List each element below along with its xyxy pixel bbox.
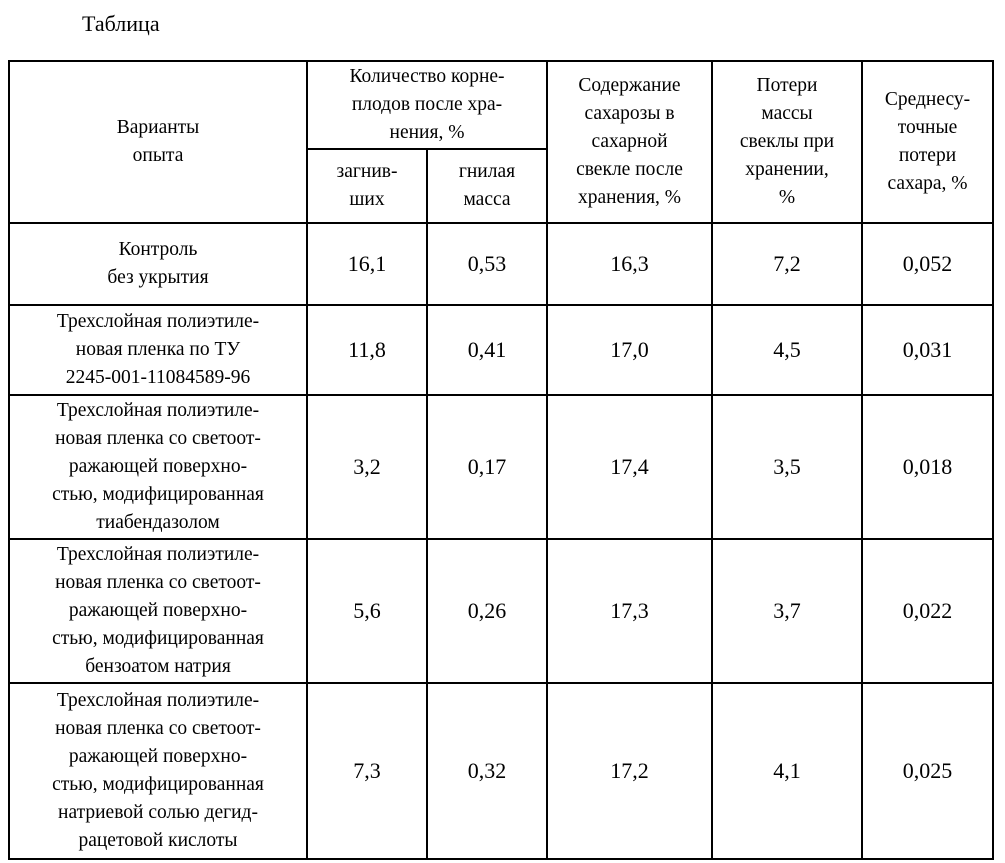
cell-mass-loss: 3,5: [712, 395, 862, 539]
cell-variant: Трехслойная полиэтиле- новая пленка со светоот- ражающей поверхно- стью, модифицированная тиабендазолом: [9, 395, 307, 539]
cell-mass-loss: 4,5: [712, 305, 862, 395]
cell-mass-loss: 7,2: [712, 223, 862, 305]
table-row: [9, 683, 993, 859]
cell-rotten: 11,8: [307, 305, 427, 395]
cell-sucrose: 17,0: [547, 305, 712, 395]
header-rotten-mass: гнилая масса: [427, 149, 547, 223]
header-sucrose: Содержание сахарозы в сахарной свекле после хранения, %: [547, 61, 712, 223]
cell-rotten: 16,1: [307, 223, 427, 305]
cell-variant: Трехслойная полиэтиле- новая пленка со светоот- ражающей поверхно- стью, модифицированная бензоатом натрия: [9, 539, 307, 683]
cell-rotten-mass: 0,32: [427, 683, 547, 859]
cell-sucrose: 17,2: [547, 683, 712, 859]
data-table: [8, 60, 994, 860]
cell-rotten-mass: 0,17: [427, 395, 547, 539]
cell-rotten-mass: 0,53: [427, 223, 547, 305]
cell-daily-sugar-loss: 0,052: [862, 223, 993, 305]
header-quantity-group: Количество корне- плодов после хра- нения, %: [307, 61, 547, 149]
header-rotten: загнив- ших: [307, 149, 427, 223]
table-row: [9, 539, 993, 683]
table-caption: Таблица: [82, 11, 160, 36]
cell-rotten-mass: 0,41: [427, 305, 547, 395]
table-row: [9, 305, 993, 395]
cell-rotten-mass: 0,26: [427, 539, 547, 683]
header-daily-sugar-loss: Среднесу- точные потери сахара, %: [862, 61, 993, 223]
cell-rotten: 3,2: [307, 395, 427, 539]
table-row: [9, 223, 993, 305]
cell-variant: Трехслойная полиэтиле- новая пленка по ТУ 2245-001-11084589-96: [9, 305, 307, 395]
cell-sucrose: 17,3: [547, 539, 712, 683]
cell-variant: Контроль без укрытия: [9, 223, 307, 305]
cell-daily-sugar-loss: 0,031: [862, 305, 993, 395]
cell-mass-loss: 4,1: [712, 683, 862, 859]
cell-rotten: 7,3: [307, 683, 427, 859]
header-variants: Варианты опыта: [9, 61, 307, 223]
cell-sucrose: 16,3: [547, 223, 712, 305]
cell-rotten: 5,6: [307, 539, 427, 683]
cell-daily-sugar-loss: 0,018: [862, 395, 993, 539]
cell-variant: Трехслойная полиэтиле- новая пленка со светоот- ражающей поверхно- стью, модифицированная натриевой солью дегид- рацетовой кислоты: [9, 683, 307, 859]
cell-daily-sugar-loss: 0,022: [862, 539, 993, 683]
header-row-1: [9, 61, 993, 149]
header-mass-loss: Потери массы свеклы при хранении, %: [712, 61, 862, 223]
table-row: [9, 395, 993, 539]
cell-mass-loss: 3,7: [712, 539, 862, 683]
cell-daily-sugar-loss: 0,025: [862, 683, 993, 859]
cell-sucrose: 17,4: [547, 395, 712, 539]
